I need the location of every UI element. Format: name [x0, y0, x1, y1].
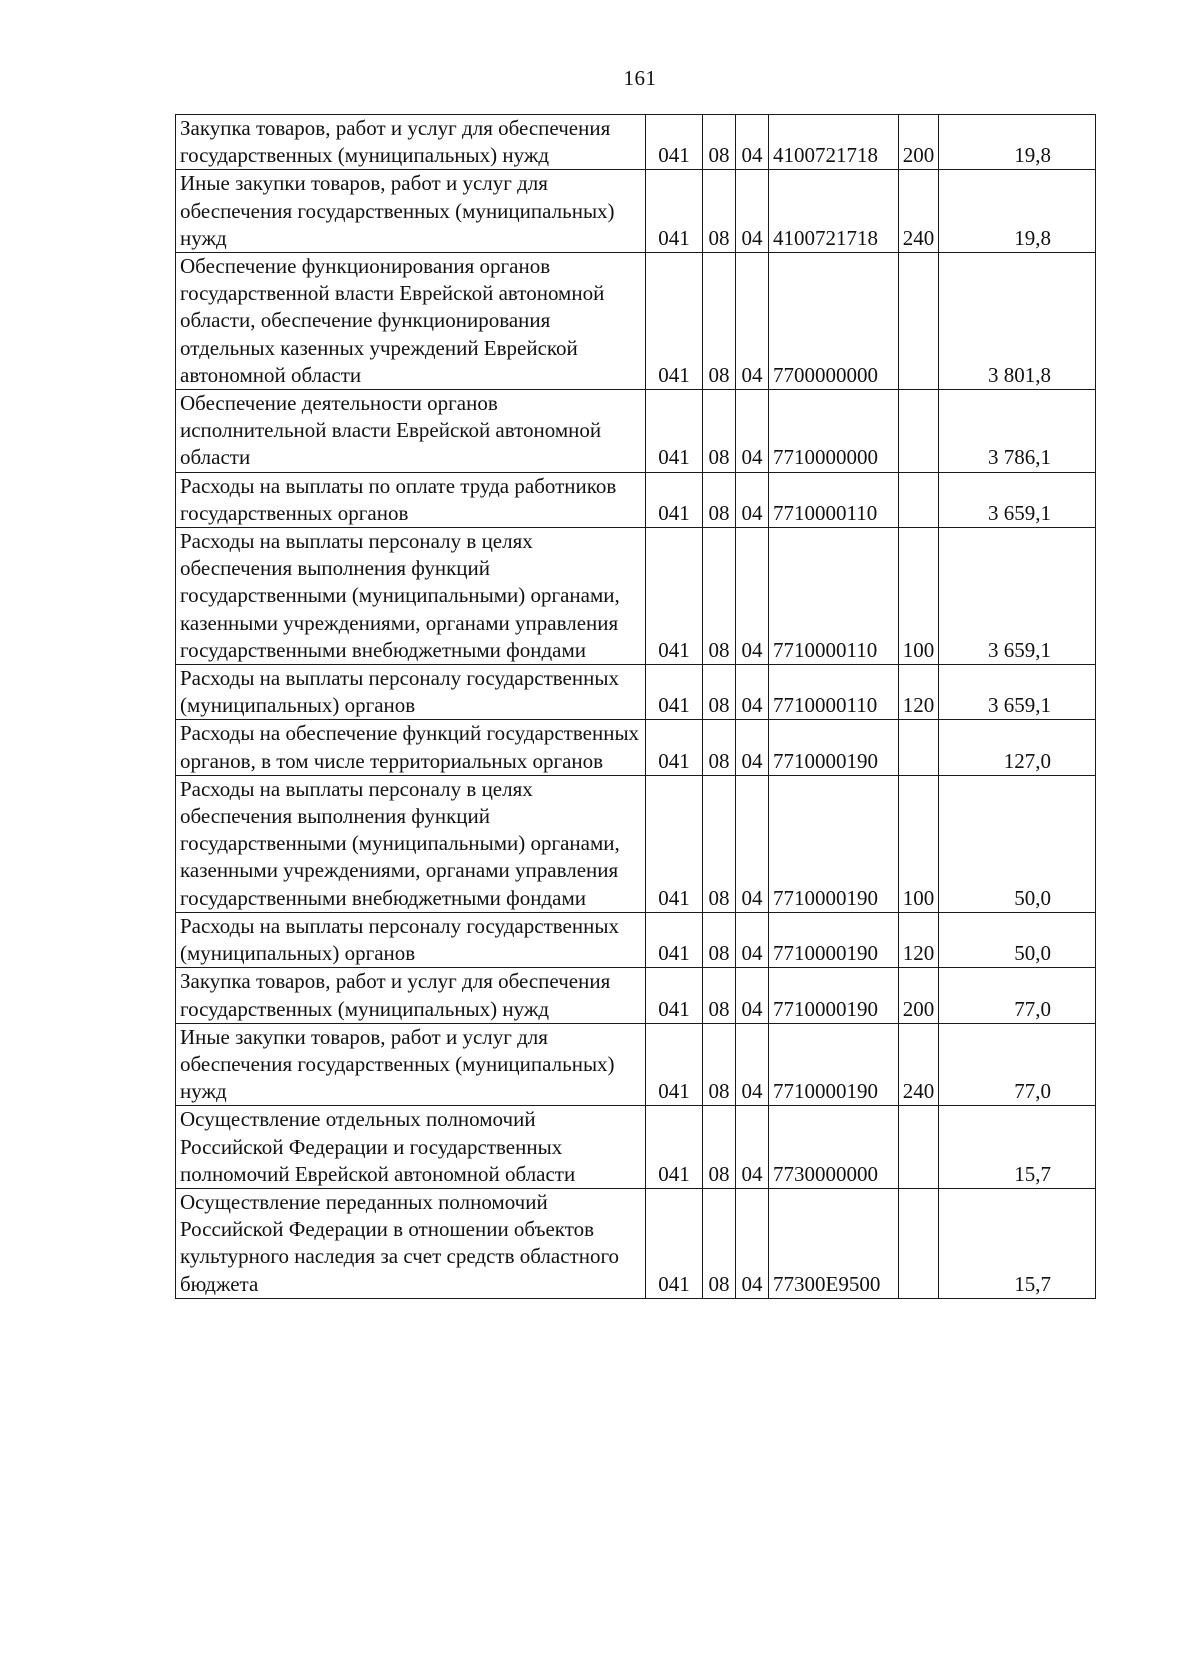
section-code-cell: 08 [703, 1188, 736, 1298]
section-code-cell: 08 [703, 665, 736, 720]
target-article-cell: 7710000000 [769, 390, 899, 473]
row-name-cell: Расходы на выплаты персоналу государственных (муниципальных) органов [176, 665, 646, 720]
subsection-code-cell: 04 [736, 170, 769, 253]
amount-cell: 77,0 [939, 1023, 1096, 1106]
expense-type-cell [899, 1106, 939, 1189]
table-row [176, 1023, 1096, 1106]
amount-cell: 50,0 [939, 775, 1096, 912]
subsection-code-cell: 04 [736, 253, 769, 390]
target-article-cell: 7710000190 [769, 912, 899, 967]
subsection-code-cell: 04 [736, 1106, 769, 1189]
section-code-cell: 08 [703, 253, 736, 390]
row-name-cell: Иные закупки товаров, работ и услуг для обеспечения государственных (муниципальных) нужд [176, 1023, 646, 1106]
subsection-code-cell: 04 [736, 720, 769, 775]
table-row [176, 115, 1096, 170]
subsection-code-cell: 04 [736, 115, 769, 170]
table-row [176, 1106, 1096, 1189]
section-code-cell: 08 [703, 968, 736, 1023]
expense-type-cell: 120 [899, 912, 939, 967]
section-code-cell: 08 [703, 1023, 736, 1106]
ved-code-cell: 041 [646, 912, 703, 967]
table-row [176, 390, 1096, 473]
row-name-cell: Расходы на обеспечение функций государственных органов, в том числе территориальных органов [176, 720, 646, 775]
ved-code-cell: 041 [646, 665, 703, 720]
row-name-cell: Обеспечение деятельности органов исполнительной власти Еврейской автономной области [176, 390, 646, 473]
amount-cell: 3 659,1 [939, 472, 1096, 527]
amount-cell: 3 786,1 [939, 390, 1096, 473]
amount-cell: 15,7 [939, 1188, 1096, 1298]
table-row [176, 775, 1096, 912]
table-row [176, 720, 1096, 775]
row-name-cell: Закупка товаров, работ и услуг для обеспечения государственных (муниципальных) нужд [176, 115, 646, 170]
table-row [176, 528, 1096, 665]
row-name-cell: Расходы на выплаты персоналу в целях обеспечения выполнения функций государственными (муниципальными) органами, казенными учреждениями, органами управления государственными внебюджетными фондами [176, 775, 646, 912]
expense-type-cell [899, 472, 939, 527]
amount-cell: 50,0 [939, 912, 1096, 967]
target-article-cell: 7710000190 [769, 720, 899, 775]
target-article-cell: 7710000190 [769, 1023, 899, 1106]
expense-type-cell [899, 720, 939, 775]
expense-type-cell [899, 390, 939, 473]
table-row [176, 665, 1096, 720]
section-code-cell: 08 [703, 390, 736, 473]
budget-table [175, 114, 1096, 1299]
amount-cell: 77,0 [939, 968, 1096, 1023]
row-name-cell: Расходы на выплаты персоналу государственных (муниципальных) органов [176, 912, 646, 967]
target-article-cell: 7710000110 [769, 472, 899, 527]
subsection-code-cell: 04 [736, 390, 769, 473]
expense-type-cell: 120 [899, 665, 939, 720]
section-code-cell: 08 [703, 115, 736, 170]
subsection-code-cell: 04 [736, 665, 769, 720]
section-code-cell: 08 [703, 720, 736, 775]
target-article-cell: 7710000110 [769, 528, 899, 665]
amount-cell: 3 659,1 [939, 528, 1096, 665]
ved-code-cell: 041 [646, 472, 703, 527]
target-article-cell: 4100721718 [769, 170, 899, 253]
ved-code-cell: 041 [646, 1188, 703, 1298]
expense-type-cell: 240 [899, 170, 939, 253]
target-article-cell: 7700000000 [769, 253, 899, 390]
ved-code-cell: 041 [646, 115, 703, 170]
row-name-cell: Расходы на выплаты персоналу в целях обеспечения выполнения функций государственными (муниципальными) органами, казенными учреждениями, органами управления государственными внебюджетными фондами [176, 528, 646, 665]
row-name-cell: Осуществление отдельных полномочий Российской Федерации и государственных полномочий Еврейской автономной области [176, 1106, 646, 1189]
target-article-cell: 7710000110 [769, 665, 899, 720]
expense-type-cell: 200 [899, 968, 939, 1023]
ved-code-cell: 041 [646, 390, 703, 473]
section-code-cell: 08 [703, 472, 736, 527]
subsection-code-cell: 04 [736, 968, 769, 1023]
subsection-code-cell: 04 [736, 528, 769, 665]
amount-cell: 19,8 [939, 170, 1096, 253]
amount-cell: 3 801,8 [939, 253, 1096, 390]
section-code-cell: 08 [703, 1106, 736, 1189]
row-name-cell: Закупка товаров, работ и услуг для обеспечения государственных (муниципальных) нужд [176, 968, 646, 1023]
ved-code-cell: 041 [646, 253, 703, 390]
target-article-cell: 77300E9500 [769, 1188, 899, 1298]
ved-code-cell: 041 [646, 720, 703, 775]
ved-code-cell: 041 [646, 528, 703, 665]
ved-code-cell: 041 [646, 1023, 703, 1106]
row-name-cell: Расходы на выплаты по оплате труда работников государственных органов [176, 472, 646, 527]
ved-code-cell: 041 [646, 968, 703, 1023]
subsection-code-cell: 04 [736, 775, 769, 912]
amount-cell: 15,7 [939, 1106, 1096, 1189]
expense-type-cell: 100 [899, 775, 939, 912]
table-row [176, 253, 1096, 390]
subsection-code-cell: 04 [736, 1188, 769, 1298]
target-article-cell: 7710000190 [769, 775, 899, 912]
expense-type-cell: 100 [899, 528, 939, 665]
table-row [176, 170, 1096, 253]
expense-type-cell [899, 1188, 939, 1298]
row-name-cell: Осуществление переданных полномочий Российской Федерации в отношении объектов культурного наследия за счет средств областного бюджета [176, 1188, 646, 1298]
section-code-cell: 08 [703, 528, 736, 665]
row-name-cell: Обеспечение функционирования органов государственной власти Еврейской автономной области, обеспечение функционирования отдельных казенных учреждений Еврейской автономной области [176, 253, 646, 390]
ved-code-cell: 041 [646, 775, 703, 912]
subsection-code-cell: 04 [736, 472, 769, 527]
subsection-code-cell: 04 [736, 912, 769, 967]
page-number: 161 [623, 66, 657, 90]
section-code-cell: 08 [703, 170, 736, 253]
amount-cell: 127,0 [939, 720, 1096, 775]
target-article-cell: 7730000000 [769, 1106, 899, 1189]
target-article-cell: 4100721718 [769, 115, 899, 170]
section-code-cell: 08 [703, 912, 736, 967]
table-row [176, 472, 1096, 527]
table-row [176, 912, 1096, 967]
expense-type-cell: 240 [899, 1023, 939, 1106]
expense-type-cell [899, 253, 939, 390]
section-code-cell: 08 [703, 775, 736, 912]
ved-code-cell: 041 [646, 1106, 703, 1189]
amount-cell: 3 659,1 [939, 665, 1096, 720]
expense-type-cell: 200 [899, 115, 939, 170]
table-row [176, 968, 1096, 1023]
amount-cell: 19,8 [939, 115, 1096, 170]
table-row [176, 1188, 1096, 1298]
ved-code-cell: 041 [646, 170, 703, 253]
target-article-cell: 7710000190 [769, 968, 899, 1023]
subsection-code-cell: 04 [736, 1023, 769, 1106]
row-name-cell: Иные закупки товаров, работ и услуг для обеспечения государственных (муниципальных) нужд [176, 170, 646, 253]
